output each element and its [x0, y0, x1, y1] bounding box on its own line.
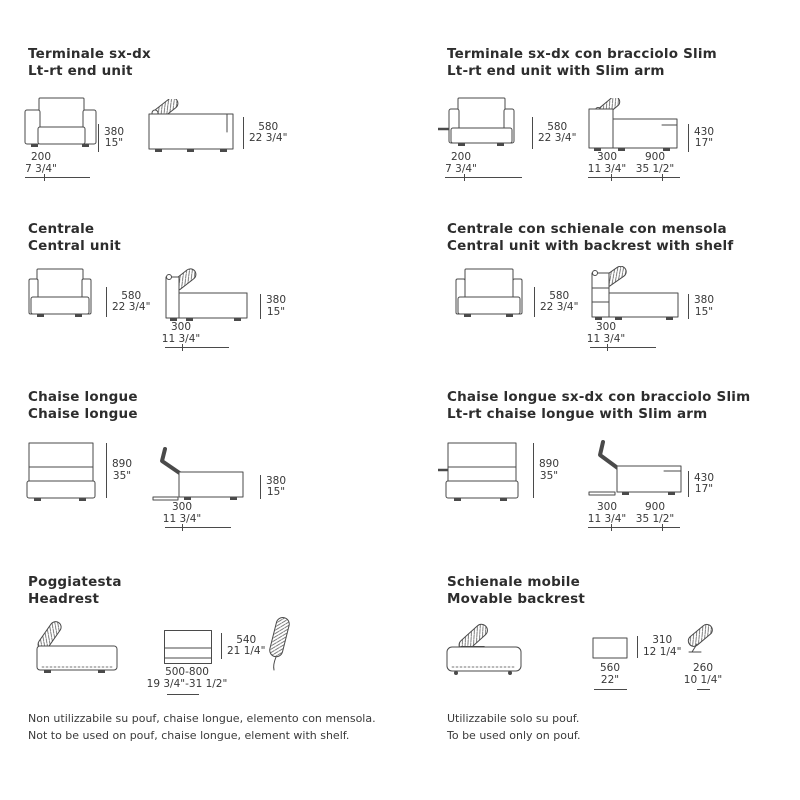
- dim-in: 12 1/4": [643, 645, 682, 658]
- dimension-tick: [44, 174, 45, 181]
- section-title-poggiatesta: [28, 574, 122, 608]
- title-italian: Terminale sx-dx con bracciolo Slim: [447, 46, 717, 62]
- arm-width-dimension: [582, 502, 632, 525]
- dim-in: 22 3/4": [249, 132, 288, 144]
- title-italian: Centrale: [28, 221, 95, 237]
- height-dimension: [260, 294, 286, 319]
- dim-mm: 900: [644, 151, 666, 163]
- title-english: Chaise longue: [28, 406, 138, 422]
- section-title-chaise-longue: [28, 389, 138, 423]
- width-dimension: [156, 502, 208, 525]
- headrest-side-drawing: [262, 615, 296, 677]
- dim-mm: 380: [266, 474, 287, 487]
- note-italian: Non utilizzabile su pouf, chaise longue, elemento con mensola.: [28, 712, 376, 725]
- height-dimension: [221, 633, 265, 659]
- height-dimension: [534, 287, 578, 317]
- dim-in: 17": [694, 483, 714, 495]
- dim-mm: 380: [694, 294, 715, 306]
- width-dimension: [581, 322, 631, 345]
- title-italian: Poggiatesta: [28, 574, 122, 590]
- dim-mm: 300: [596, 501, 618, 513]
- dim-mm: 890: [112, 458, 133, 470]
- dimension-tick: [662, 174, 663, 181]
- headrest-on-chaise-drawing: [34, 618, 122, 682]
- backrest-front-drawing: [592, 637, 628, 663]
- dim-in: 7 3/4": [445, 162, 477, 175]
- dim-mm: 200: [450, 151, 472, 163]
- central-unit-side-drawing: [162, 268, 252, 329]
- dim-in: 35 1/2": [635, 162, 675, 175]
- height-dimension: [637, 635, 681, 658]
- dim-in: 11 3/4": [162, 512, 202, 525]
- dim-mm: 430: [694, 471, 715, 484]
- dim-mm: 260: [692, 662, 714, 674]
- dimension-tick: [611, 524, 612, 531]
- dim-mm: 900: [644, 501, 666, 513]
- height-dimension: [532, 117, 576, 149]
- dimension-tick: [182, 524, 183, 531]
- headrest-front-drawing: [163, 629, 213, 671]
- dimension-line: [445, 177, 522, 178]
- title-english: Movable backrest: [447, 591, 586, 607]
- height-dimension: [688, 294, 714, 319]
- dim-in: 17": [694, 137, 714, 149]
- dim-in: 35": [112, 469, 132, 482]
- title-italian: Chaise longue: [28, 389, 138, 405]
- end-unit-side-drawing: [146, 99, 238, 160]
- dim-in: 11 3/4": [587, 512, 627, 525]
- width-dimension: [588, 663, 632, 686]
- dim-in: 15": [104, 137, 124, 149]
- backrest-side-drawing: [684, 622, 716, 664]
- height-dimension: [688, 471, 714, 497]
- dim-in: 22 3/4": [538, 132, 577, 144]
- title-english: Central unit with backrest with shelf: [447, 238, 734, 254]
- dimension-tick: [607, 344, 608, 351]
- dim-in: 11 3/4": [161, 332, 201, 345]
- dim-in: 11 3/4": [587, 162, 627, 175]
- height-dimension: [106, 443, 132, 498]
- dim-mm: 500-800: [165, 666, 209, 678]
- section-title-schienale-mobile: [447, 574, 585, 608]
- note-english: Not to be used on pouf, chaise longue, element with shelf.: [28, 729, 350, 742]
- dim-mm: 300: [171, 501, 193, 513]
- dimension-line: [588, 177, 680, 178]
- title-italian: Schienale mobile: [447, 574, 580, 590]
- central-shelf-front-drawing: [450, 266, 528, 328]
- central-unit-front-drawing: [24, 266, 96, 328]
- title-english: Lt-rt end unit: [28, 63, 133, 79]
- section-title-chaise-slim: [447, 389, 750, 423]
- dim-in: 15": [266, 305, 286, 318]
- dimension-tick: [182, 344, 183, 351]
- dim-in: 11 3/4": [586, 332, 626, 345]
- seat-width-dimension: [628, 152, 682, 175]
- dim-in: 10 1/4": [683, 673, 723, 686]
- dim-in: 35 1/2": [635, 512, 675, 525]
- dimension-line: [588, 527, 680, 528]
- section-title-centrale: [28, 221, 121, 255]
- height-dimension: [688, 124, 714, 152]
- title-italian: Terminale sx-dx: [28, 46, 151, 62]
- width-dimension: [10, 152, 72, 175]
- dim-in: 19 3/4"-31 1/2": [146, 677, 228, 690]
- seat-width-dimension: [628, 502, 682, 525]
- width-dimension: [430, 152, 492, 175]
- width-dimension: [146, 667, 228, 690]
- section-title-centrale-mensola: [447, 221, 733, 255]
- dim-mm: 380: [266, 294, 287, 306]
- dim-in: 7 3/4": [25, 162, 57, 175]
- section-title-terminale: [28, 46, 151, 80]
- dim-in: 35": [539, 469, 559, 482]
- backrest-on-pouf-drawing: [444, 623, 524, 682]
- height-dimension: [260, 475, 286, 499]
- dim-mm: 430: [694, 125, 715, 138]
- title-english: Central unit: [28, 238, 121, 254]
- dim-mm: 540: [236, 633, 257, 646]
- chaise-front-drawing: [24, 440, 98, 506]
- dim-in: 22 3/4": [540, 301, 579, 313]
- title-italian: Centrale con schienale con mensola: [447, 221, 727, 237]
- dim-mm: 580: [547, 120, 568, 133]
- title-english: Lt-rt end unit with Slim arm: [447, 63, 665, 79]
- title-english: Headrest: [28, 591, 100, 607]
- height-dimension: [106, 287, 150, 317]
- height-dimension: [243, 117, 287, 149]
- dimension-line: [167, 694, 199, 695]
- dim-in: 15": [266, 486, 286, 498]
- dim-mm: 890: [539, 458, 560, 470]
- dim-mm: 300: [170, 321, 192, 333]
- dim-mm: 580: [549, 289, 570, 302]
- note-english: To be used only on pouf.: [447, 729, 581, 742]
- dimension-line: [590, 347, 656, 348]
- dim-in: 22 3/4": [112, 301, 151, 313]
- dim-in: 22": [600, 673, 620, 686]
- width-dimension: [155, 322, 207, 345]
- dimension-line: [697, 689, 710, 690]
- dim-mm: 300: [596, 151, 618, 163]
- dimension-tick: [662, 524, 663, 531]
- height-dimension: [98, 124, 124, 152]
- title-english: Lt-rt chaise longue with Slim arm: [447, 406, 708, 422]
- dim-mm: 300: [595, 321, 617, 333]
- dim-mm: 560: [599, 662, 621, 674]
- dimension-tick: [611, 174, 612, 181]
- dim-mm: 200: [30, 151, 52, 163]
- title-italian: Chaise longue sx-dx con bracciolo Slim: [447, 389, 751, 405]
- dimension-line: [165, 347, 229, 348]
- height-dimension: [533, 443, 559, 498]
- chaise-slim-front-drawing: [438, 440, 526, 506]
- dim-in: 21 1/4": [227, 645, 266, 657]
- dim-mm: 580: [258, 120, 279, 133]
- dimension-line: [165, 527, 231, 528]
- chaise-side-drawing: [150, 446, 248, 506]
- central-shelf-side-drawing: [588, 266, 682, 329]
- arm-width-dimension: [582, 152, 632, 175]
- dim-mm: 580: [121, 289, 142, 302]
- dim-in: 15": [694, 305, 714, 318]
- dimension-line: [25, 177, 90, 178]
- dimension-line: [594, 689, 627, 690]
- dim-mm: 380: [104, 125, 125, 138]
- dim-mm: 310: [652, 634, 673, 646]
- depth-dimension: [680, 663, 726, 686]
- dimension-tick: [464, 174, 465, 181]
- chaise-slim-side-drawing: [586, 438, 686, 504]
- section-title-terminale-slim: [447, 46, 717, 80]
- note-italian: Utilizzabile solo su pouf.: [447, 712, 580, 725]
